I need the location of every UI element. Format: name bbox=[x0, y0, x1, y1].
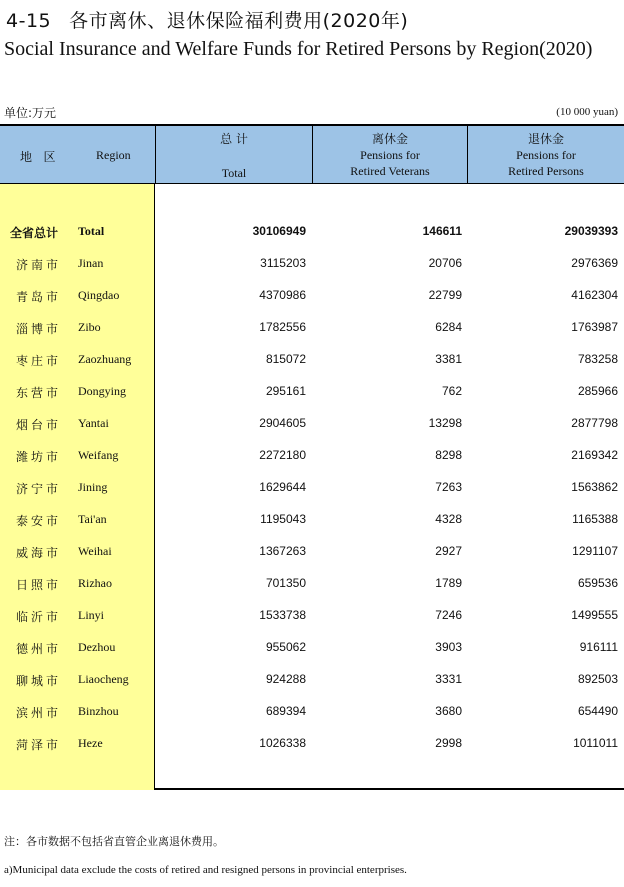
total-value: 815072 bbox=[265, 352, 306, 366]
table-row bbox=[0, 288, 624, 308]
retired-value: 783258 bbox=[577, 352, 618, 366]
region-name-en: Qingdao bbox=[78, 288, 120, 302]
region-name-en: Weifang bbox=[78, 448, 119, 462]
region-name-zh: 菏泽市 bbox=[16, 738, 62, 752]
table-row bbox=[0, 576, 624, 596]
retired-value: 2877798 bbox=[571, 416, 618, 430]
veterans-value: 3903 bbox=[435, 640, 462, 654]
veterans-value: 2998 bbox=[435, 736, 462, 750]
retired-value: 285966 bbox=[577, 384, 618, 398]
veterans-value: 4328 bbox=[435, 512, 462, 526]
table-header bbox=[0, 126, 624, 184]
total-value: 4370986 bbox=[259, 288, 306, 302]
total-value: 689394 bbox=[265, 704, 306, 718]
table-title-en: Social Insurance and Welfare Funds for Retired Persons by Region(2020) bbox=[4, 38, 593, 60]
region-name-en: Dezhou bbox=[78, 640, 116, 654]
retired-value: 659536 bbox=[577, 576, 618, 590]
region-name-zh: 枣庄市 bbox=[16, 354, 62, 368]
total-value: 1629644 bbox=[259, 480, 306, 494]
region-name-zh: 威海市 bbox=[16, 546, 62, 560]
region-name-zh: 全省总计 bbox=[10, 226, 59, 240]
table-row bbox=[0, 320, 624, 340]
veterans-value: 7246 bbox=[435, 608, 462, 622]
title-zh-text: 各市离休、退休保险福利费用(2020年) bbox=[69, 10, 409, 32]
veterans-value: 20706 bbox=[428, 256, 462, 270]
header-total-zh: 总 计 bbox=[220, 132, 248, 146]
region-name-zh: 济宁市 bbox=[16, 482, 62, 496]
region-name-zh: 青岛市 bbox=[16, 290, 62, 304]
region-name-en: Zaozhuang bbox=[78, 352, 132, 366]
veterans-value: 762 bbox=[441, 384, 462, 398]
table-row bbox=[0, 544, 624, 564]
header-retired-en2: Retired Persons bbox=[508, 164, 584, 178]
header-retired bbox=[467, 126, 624, 183]
veterans-value: 13298 bbox=[428, 416, 462, 430]
region-name-en: Yantai bbox=[78, 416, 109, 430]
total-value: 701350 bbox=[265, 576, 306, 590]
total-value: 3115203 bbox=[260, 256, 306, 270]
table-row bbox=[0, 672, 624, 692]
retired-value: 1499555 bbox=[571, 608, 618, 622]
region-name-zh: 日照市 bbox=[16, 578, 62, 592]
header-veterans-en1: Pensions for bbox=[360, 148, 420, 162]
retired-value: 1165388 bbox=[572, 512, 618, 526]
retired-value: 892503 bbox=[577, 672, 618, 686]
retired-value: 1291107 bbox=[572, 544, 618, 558]
header-total-en: Total bbox=[221, 166, 247, 180]
veterans-value: 8298 bbox=[435, 448, 462, 462]
region-name-en: Rizhao bbox=[78, 576, 112, 590]
table-row bbox=[0, 384, 624, 404]
total-value: 955062 bbox=[265, 640, 306, 654]
veterans-value: 2927 bbox=[435, 544, 462, 558]
retired-value: 1011011 bbox=[573, 736, 618, 750]
table-row bbox=[0, 416, 624, 436]
veterans-value: 3680 bbox=[435, 704, 462, 718]
region-name-en: Total bbox=[78, 224, 105, 238]
region-name-zh: 淄博市 bbox=[16, 322, 62, 336]
table-title-zh bbox=[6, 6, 408, 33]
header-veterans bbox=[312, 126, 467, 183]
veterans-value: 3381 bbox=[435, 352, 462, 366]
retired-value: 2976369 bbox=[571, 256, 618, 270]
total-value: 30106949 bbox=[252, 224, 306, 238]
retired-value: 654490 bbox=[577, 704, 618, 718]
region-name-zh: 东营市 bbox=[16, 386, 62, 400]
unit-label-en: (10 000 yuan) bbox=[556, 106, 618, 118]
header-region-zh: 地 区 bbox=[20, 150, 56, 164]
region-name-zh: 潍坊市 bbox=[16, 450, 62, 464]
header-retired-en1: Pensions for bbox=[516, 148, 576, 162]
table-row bbox=[0, 736, 624, 756]
header-veterans-en2: Retired Veterans bbox=[350, 164, 430, 178]
total-value: 1195043 bbox=[260, 512, 306, 526]
table-row bbox=[0, 448, 624, 468]
footnote-zh: 注：各市数据不包括省直管企业离退休费用。 bbox=[4, 835, 224, 848]
table-number: 4-15 bbox=[6, 10, 52, 32]
region-name-en: Heze bbox=[78, 736, 103, 750]
region-name-en: Linyi bbox=[78, 608, 104, 622]
footnote-en: a)Municipal data exclude the costs of retired and resigned persons in provincial enterprises. bbox=[4, 864, 407, 876]
retired-value: 1563862 bbox=[571, 480, 618, 494]
veterans-value: 146611 bbox=[422, 224, 462, 238]
table-row bbox=[0, 704, 624, 724]
total-value: 924288 bbox=[265, 672, 306, 686]
region-name-zh: 泰安市 bbox=[16, 514, 62, 528]
total-value: 1026338 bbox=[259, 736, 306, 750]
region-name-zh: 聊城市 bbox=[16, 674, 62, 688]
retired-value: 916111 bbox=[579, 640, 618, 654]
data-table bbox=[0, 124, 624, 790]
region-name-en: Weihai bbox=[78, 544, 112, 558]
region-name-zh: 滨州市 bbox=[16, 706, 62, 720]
total-value: 2904605 bbox=[259, 416, 306, 430]
table-row bbox=[0, 480, 624, 500]
region-name-en: Zibo bbox=[78, 320, 101, 334]
header-retired-zh: 退休金 bbox=[527, 132, 564, 146]
retired-value: 1763987 bbox=[571, 320, 618, 334]
veterans-value: 3331 bbox=[435, 672, 462, 686]
retired-value: 2169342 bbox=[571, 448, 618, 462]
table-row bbox=[0, 352, 624, 372]
header-total bbox=[155, 126, 312, 183]
unit-label-zh: 单位:万元 bbox=[4, 106, 57, 120]
region-name-zh: 临沂市 bbox=[16, 610, 62, 624]
veterans-value: 22799 bbox=[428, 288, 462, 302]
table-row-total bbox=[0, 224, 624, 244]
header-region-en: Region bbox=[96, 148, 131, 162]
region-name-en: Liaocheng bbox=[78, 672, 129, 686]
retired-value: 29039393 bbox=[564, 224, 618, 238]
table-row bbox=[0, 256, 624, 276]
header-veterans-zh: 离休金 bbox=[371, 132, 408, 146]
table-row bbox=[0, 640, 624, 660]
region-name-en: Jinan bbox=[78, 256, 104, 270]
total-value: 1367263 bbox=[259, 544, 306, 558]
veterans-value: 1789 bbox=[435, 576, 462, 590]
retired-value: 4162304 bbox=[571, 288, 618, 302]
veterans-value: 7263 bbox=[435, 480, 462, 494]
total-value: 1782556 bbox=[259, 320, 306, 334]
region-name-zh: 济南市 bbox=[16, 258, 62, 272]
region-name-zh: 烟台市 bbox=[16, 418, 62, 432]
veterans-value: 6284 bbox=[435, 320, 462, 334]
table-row bbox=[0, 512, 624, 532]
region-name-en: Tai'an bbox=[78, 512, 107, 526]
region-name-en: Dongying bbox=[78, 384, 126, 398]
table-row bbox=[0, 608, 624, 628]
total-value: 2272180 bbox=[259, 448, 306, 462]
region-name-zh: 德州市 bbox=[16, 642, 62, 656]
region-name-en: Binzhou bbox=[78, 704, 119, 718]
total-value: 295161 bbox=[265, 384, 306, 398]
total-value: 1533738 bbox=[259, 608, 306, 622]
region-name-en: Jining bbox=[78, 480, 108, 494]
header-region bbox=[0, 126, 155, 183]
